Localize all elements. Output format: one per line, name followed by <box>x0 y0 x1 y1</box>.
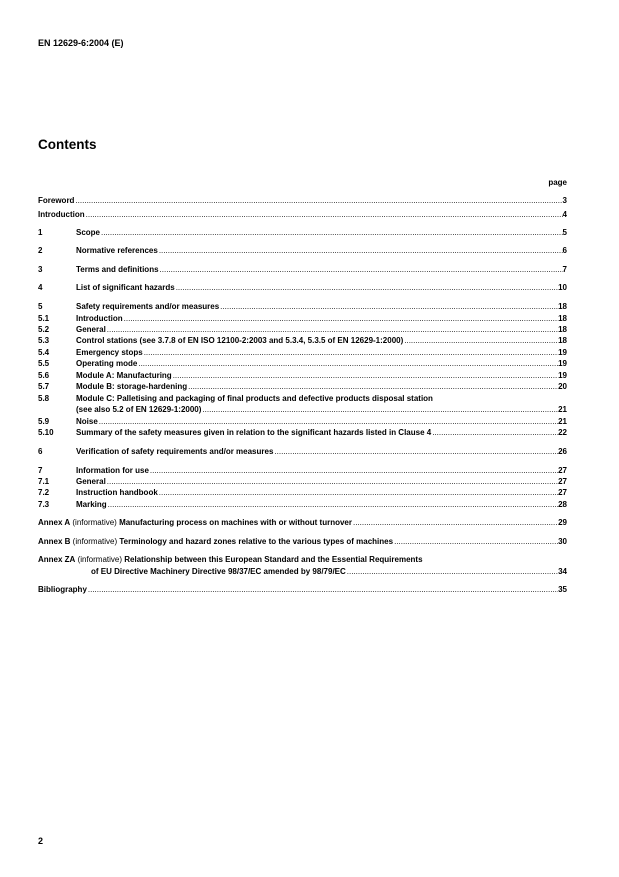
toc-leader-dots <box>75 196 562 206</box>
contents-title: Contents <box>38 137 97 152</box>
toc-leader-dots <box>160 265 563 275</box>
toc-entry-page: 27 <box>558 477 567 486</box>
toc-entry-title: List of significant hazards <box>76 283 175 292</box>
toc-entry-number: 5.9 <box>38 417 50 426</box>
toc-leader-dots <box>138 359 558 369</box>
annex-title: Manufacturing process on machines with or without turnover <box>119 518 352 527</box>
toc-entry-number: 7.2 <box>38 488 50 497</box>
toc-entry-title: of EU Directive Machinery Directive 98/37/EC amended by 98/79/EC <box>91 567 346 576</box>
toc-entry[interactable] <box>38 567 567 577</box>
toc-entry[interactable] <box>38 283 567 293</box>
toc-entry-title: Emergency stops <box>76 348 143 357</box>
toc-leader-dots <box>202 405 558 415</box>
toc-entry-page: 18 <box>558 314 567 323</box>
annex-note: (informative) <box>70 537 120 546</box>
toc-entry-page: 34 <box>558 567 567 576</box>
toc-entry-page: 26 <box>558 447 567 456</box>
toc-leader-dots <box>432 428 558 438</box>
page-column-label: page <box>548 178 567 187</box>
toc-entry-title: Introduction <box>38 210 85 219</box>
toc-entry[interactable] <box>38 371 567 381</box>
toc-leader-dots <box>159 488 558 498</box>
toc-entry-page: 35 <box>558 585 567 594</box>
annex-note: (informative) <box>70 518 120 527</box>
toc-entry-number: 7.3 <box>38 500 50 509</box>
toc-entry-title: Scope <box>76 228 101 237</box>
annex-note: (informative) <box>75 555 125 564</box>
toc-entry-title <box>38 518 352 528</box>
toc-entry[interactable] <box>38 405 567 415</box>
toc-entry[interactable] <box>38 447 567 457</box>
toc-entry-page: 29 <box>558 518 567 527</box>
toc-leader-dots <box>220 302 558 312</box>
toc-entry-number: 5.2 <box>38 325 50 334</box>
toc-entry-number: 5.1 <box>38 314 50 323</box>
document-id-header: EN 12629-6:2004 (E) <box>38 38 124 48</box>
toc-entry-title: Module C: Palletising and packaging of final products and defective products disposal station <box>76 394 433 403</box>
toc-entry-number: 2 <box>38 246 43 255</box>
toc-leader-dots <box>159 246 563 256</box>
toc-entry-page: 18 <box>558 302 567 311</box>
toc-entry[interactable] <box>38 466 567 476</box>
toc-entry-title: Summary of the safety measures given in relation to the significant hazards listed in Clause 4 <box>76 428 432 437</box>
toc-entry-page: 28 <box>558 500 567 509</box>
toc-entry-page: 27 <box>558 466 567 475</box>
toc-entry[interactable] <box>38 537 567 547</box>
toc-entry-number: 5 <box>38 302 43 311</box>
toc-entry-number: 5.4 <box>38 348 50 357</box>
toc-entry[interactable] <box>38 488 567 498</box>
toc-entry-page: 18 <box>558 325 567 334</box>
toc-entry-number: 6 <box>38 447 43 456</box>
annex-title: Terminology and hazard zones relative to the various types of machines <box>119 537 394 546</box>
toc-entry[interactable] <box>38 394 567 404</box>
toc-entry[interactable] <box>38 477 567 487</box>
toc-entry-title: Verification of safety requirements and/or measures <box>76 447 274 456</box>
toc-entry-title: General <box>76 477 106 486</box>
toc-entry-title: Control stations (see 3.7.8 of EN ISO 12100-2:2003 and 5.3.4, 5.3.5 of EN 12629-1:2000) <box>76 336 404 345</box>
toc-entry-title: Noise <box>76 417 98 426</box>
toc-entry-number: 5.7 <box>38 382 50 391</box>
toc-leader-dots <box>394 537 558 547</box>
toc-entry-title: (see also 5.2 of EN 12629-1:2000) <box>76 405 202 414</box>
toc-entry-page: 21 <box>558 417 567 426</box>
toc-entry-number: 5.10 <box>38 428 54 437</box>
annex-title: Relationship between this European Standard and the Essential Requirements <box>124 555 423 564</box>
toc-entry[interactable] <box>38 302 567 312</box>
toc-entry-page: 6 <box>562 246 567 255</box>
toc-entry-page: 3 <box>562 196 567 205</box>
toc-entry-title: Instruction handbook <box>76 488 158 497</box>
toc-entry-page: 19 <box>558 348 567 357</box>
toc-entry-title: Introduction <box>76 314 123 323</box>
toc-entry-title: Normative references <box>76 246 158 255</box>
toc-entry[interactable] <box>38 518 567 528</box>
toc-entry-page: 21 <box>558 405 567 414</box>
toc-leader-dots <box>99 417 558 427</box>
toc-entry[interactable] <box>38 359 567 369</box>
toc-entry-title: Module A: Manufacturing <box>76 371 172 380</box>
toc-leader-dots <box>144 348 558 358</box>
toc-entry-title <box>38 537 393 547</box>
toc-entry[interactable] <box>38 196 567 206</box>
annex-label: Annex B <box>38 537 71 546</box>
toc-entry[interactable] <box>38 228 567 238</box>
toc-leader-dots <box>188 382 558 392</box>
toc-entry-title: Module B: storage-hardening <box>76 382 188 391</box>
toc-entry[interactable] <box>38 325 567 335</box>
toc-entry-number: 1 <box>38 228 43 237</box>
toc-entry-number: 5.3 <box>38 336 50 345</box>
toc-entry-title: General <box>76 325 106 334</box>
toc-entry-page: 7 <box>562 265 567 274</box>
annex-label: Annex ZA <box>38 555 76 564</box>
toc-entry-title: Safety requirements and/or measures <box>76 302 220 311</box>
toc-entry[interactable] <box>38 555 567 565</box>
toc-leader-dots <box>353 518 558 528</box>
toc-entry[interactable] <box>38 314 567 324</box>
toc-leader-dots <box>86 210 563 220</box>
toc-entry-number: 5.8 <box>38 394 50 403</box>
toc-leader-dots <box>107 477 558 487</box>
toc-leader-dots <box>347 567 558 577</box>
toc-entry-number: 3 <box>38 265 43 274</box>
toc-leader-dots <box>404 336 558 346</box>
toc-leader-dots <box>150 466 558 476</box>
toc-entry-page: 19 <box>558 371 567 380</box>
toc-entry-page: 18 <box>558 336 567 345</box>
toc-entry[interactable] <box>38 336 567 346</box>
toc-entry-page: 4 <box>562 210 567 219</box>
page-number: 2 <box>38 836 44 846</box>
toc-entry-number: 4 <box>38 283 43 292</box>
toc-entry[interactable] <box>38 417 567 427</box>
annex-label: Annex A <box>38 518 71 527</box>
toc-entry-title: Foreword <box>38 196 75 205</box>
toc-entry-number: 7.1 <box>38 477 50 486</box>
toc-entry-number: 5.6 <box>38 371 50 380</box>
toc-entry-title: Bibliography <box>38 585 87 594</box>
toc-leader-dots <box>274 447 558 457</box>
toc-entry-page: 19 <box>558 359 567 368</box>
toc-entry-page: 20 <box>558 382 567 391</box>
toc-entry[interactable] <box>38 210 567 220</box>
toc-entry-page: 22 <box>558 428 567 437</box>
toc-entry-title: Terms and definitions <box>76 265 159 274</box>
toc-leader-dots <box>107 325 558 335</box>
toc-entry-page: 27 <box>558 488 567 497</box>
toc-leader-dots <box>176 283 558 293</box>
toc-leader-dots <box>88 585 558 595</box>
toc-entry[interactable] <box>38 348 567 358</box>
toc-entry[interactable] <box>38 246 567 256</box>
toc-entry-number: 7 <box>38 466 43 475</box>
toc-entry[interactable] <box>38 500 567 510</box>
toc-entry-page: 30 <box>558 537 567 546</box>
toc-entry[interactable] <box>38 265 567 275</box>
toc-entry-title <box>38 555 423 565</box>
toc-entry-page: 5 <box>562 228 567 237</box>
toc-entry-page: 10 <box>558 283 567 292</box>
toc-entry[interactable] <box>38 428 567 438</box>
toc-entry-number: 5.5 <box>38 359 50 368</box>
toc-leader-dots <box>101 228 563 238</box>
toc-leader-dots <box>124 314 558 324</box>
toc-entry-title: Information for use <box>76 466 149 475</box>
toc-leader-dots <box>108 500 558 510</box>
toc-leader-dots <box>173 371 558 381</box>
toc-entry[interactable] <box>38 585 567 595</box>
toc-entry-title: Operating mode <box>76 359 138 368</box>
toc-entry[interactable] <box>38 382 567 392</box>
toc-entry-title: Marking <box>76 500 107 509</box>
